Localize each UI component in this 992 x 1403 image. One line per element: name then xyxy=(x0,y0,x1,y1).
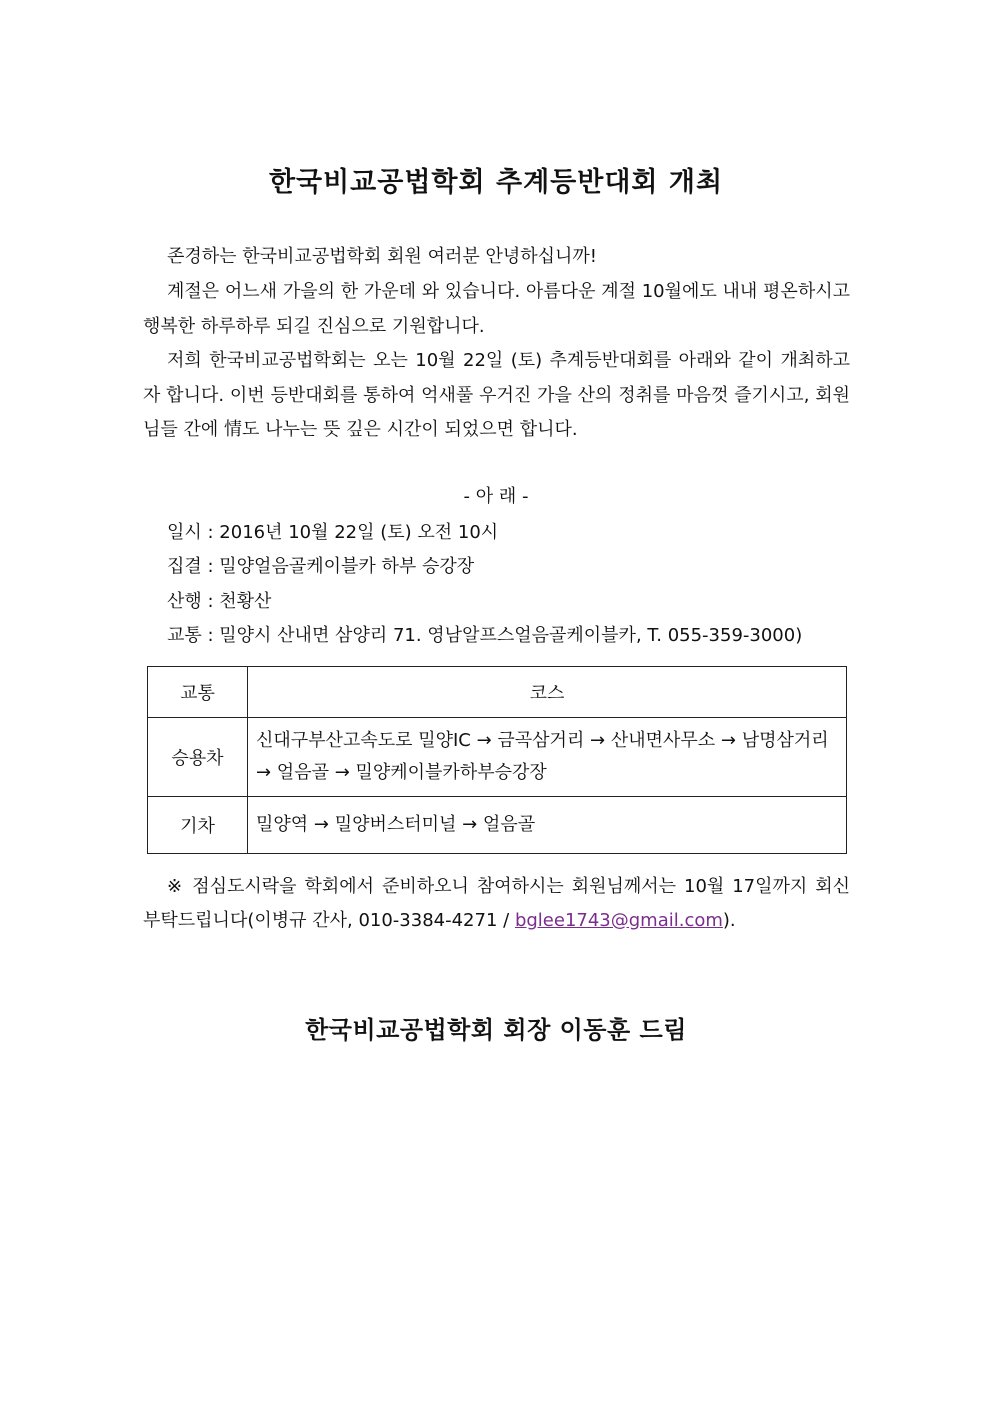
document-title: 한국비교공법학회 추계등반대회 개최 xyxy=(268,167,724,198)
route-table xyxy=(147,666,847,854)
rsvp-tail: ). xyxy=(722,910,736,931)
table-row xyxy=(148,718,847,797)
table-header-row xyxy=(148,667,847,718)
table-row xyxy=(148,797,847,854)
lunch-rsvp-note xyxy=(143,870,850,938)
contact-email-link[interactable]: bglee1743@gmail.com xyxy=(514,910,723,931)
rsvp-text: ※ 점심도시락을 학회에서 준비하오니 참여하시는 회원님께서는 10월 17일까지 회신 부탁드립니다(이병규 간사, 010-3384-4271 / xyxy=(143,876,850,931)
detail-meeting-point: 집결 : 밀양얼음골케이블카 하부 승강장 xyxy=(167,556,475,577)
course-cell: 밀양역 → 밀양버스터미널 → 얼음골 xyxy=(248,797,847,854)
notice-heading: - 아 래 - xyxy=(463,486,529,507)
course-cell: 신대구부산고속도로 밀양IC → 금곡삼거리 → 산내면사무소 → 남명삼거리 → 얼음골 → 밀양케이블카하부승강장 xyxy=(248,718,847,797)
transport-mode-cell: 승용차 xyxy=(148,718,248,797)
closing-signature: 한국비교공법학회 회장 이동훈 드림 xyxy=(305,1016,687,1044)
transport-mode-cell: 기차 xyxy=(148,797,248,854)
detail-hike: 산행 : 천황산 xyxy=(167,591,272,612)
event-paragraph: 저희 한국비교공법학회는 오는 10월 22일 (토) 추계등반대회를 아래와 같이 개최하고자 합니다. 이번 등반대회를 통하여 억새풀 우거진 가을 산의 정취를 마음껏 즐기시고, 회원님들 간에 情도 나누는 뜻 깊은 시간이 되었으면 합니다. xyxy=(143,350,850,440)
season-paragraph: 계절은 어느새 가을의 한 가운데 와 있습니다. 아름다운 계절 10월에도 내내 평온하시고 행복한 하루하루 되길 진심으로 기원합니다. xyxy=(143,281,850,337)
header-course: 코스 xyxy=(248,667,847,718)
greeting-paragraph: 존경하는 한국비교공법학회 회원 여러분 안녕하십니까! xyxy=(167,246,598,267)
detail-transport: 교통 : 밀양시 산내면 삼양리 71. 영남알프스얼음골케이블카, T. 055-359-3000) xyxy=(167,625,803,646)
detail-date: 일시 : 2016년 10월 22일 (토) 오전 10시 xyxy=(167,522,499,543)
header-transport: 교통 xyxy=(148,667,248,718)
